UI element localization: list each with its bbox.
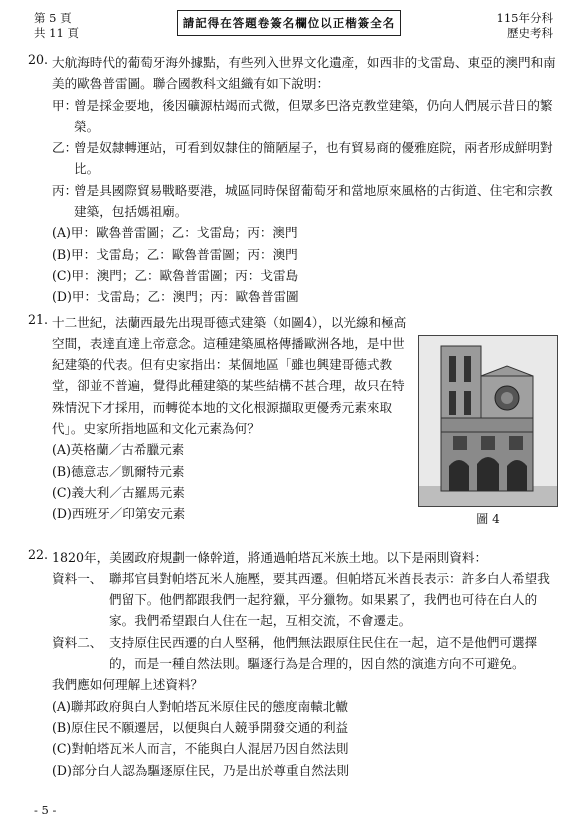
- option-c[interactable]: (C)義大利／古羅馬元素: [52, 484, 185, 500]
- source-1: [52, 568, 558, 632]
- question-21: [28, 312, 558, 525]
- figure-4: [418, 335, 558, 527]
- question-stem: 1820年，美國政府規劃一條幹道，將通過帕塔瓦米族土地。以下是兩則資料：: [52, 549, 488, 565]
- page-info: [34, 11, 79, 41]
- page-header: [0, 8, 583, 42]
- figure-caption: 圖 4: [476, 511, 500, 526]
- signature-notice: 請記得在答題卷簽名欄位以正楷簽全名: [177, 10, 401, 36]
- statement-label: 甲：: [52, 97, 78, 113]
- option-b[interactable]: (B)德意志／凱爾特元素: [52, 463, 185, 479]
- exam-info: [497, 11, 553, 41]
- question-number: 22.: [28, 546, 49, 562]
- option-a[interactable]: (A)甲：歐魯普雷圖；乙：戈雷島；丙：澳門: [52, 225, 298, 241]
- option-d[interactable]: (D)西班牙／印第安元素: [52, 506, 186, 522]
- question-20: [28, 52, 558, 308]
- page-total: 共 11 頁: [34, 26, 79, 40]
- statement-label: 丙：: [52, 182, 78, 198]
- gothic-cathedral-image: [418, 335, 558, 507]
- option-a[interactable]: (A)聯邦政府與白人對帕塔瓦米原住民的態度南轅北轍: [52, 698, 348, 714]
- statement-yi: [52, 137, 558, 180]
- statement-text: 曾是採金要地，後因礦源枯竭而式微，但眾多巴洛克教堂建築，仍向人們展示昔日的繁榮。: [74, 97, 553, 134]
- option-d[interactable]: (D)部分白人認為驅逐原住民，乃是出於尊重自然法則: [52, 762, 349, 778]
- option-b[interactable]: (B)甲：戈雷島；乙：歐魯普雷圖；丙：澳門: [52, 246, 298, 262]
- statement-label: 乙：: [52, 140, 78, 156]
- question-prompt: 我們應如何理解上述資料？: [52, 677, 204, 693]
- source-text: 聯邦官員對帕塔瓦米人施壓，要其西遷。但帕塔瓦米酋長表示：許多白人希望我們留下。他們都跟我們一起狩獵，平分獵物。如果累了，我們也可待在白人的家。我們希望跟白人住在一起，互相交流，不會遷走。: [109, 570, 550, 629]
- option-c[interactable]: (C)甲：澳門；乙：歐魯普雷圖；丙：戈雷島: [52, 267, 299, 283]
- question-number: 20.: [28, 52, 49, 67]
- question-stem-text: 十二世紀，法蘭西最先出現哥德式建築（如圖4），以光線和極高空間，表達直達上帝意念。這種建築風格傳播歐洲各地，是中世紀建築的代表。但有史家指出：某個地區「雖也興建哥德式教堂，卻並不普遍，覺得此種建築的某些結構不甚合理，故只在特殊情況下才採用，而轉從本地的文化根源擷取更優秀元素來取代」。史家所指地區和文化元素為何？: [52, 314, 407, 437]
- statement-jia: [52, 95, 558, 138]
- source-label: 資料二、: [52, 634, 103, 650]
- page-content: [28, 52, 558, 781]
- source-text: 支持原住民西遷的白人堅稱，他們無法跟原住民住在一起，這不是他們可選擇的，而是一種自然法則。驅逐行為是合理的，因自然的演進方向不可避免。: [109, 634, 538, 672]
- option-a[interactable]: (A)英格蘭／古希臘元素: [52, 442, 185, 458]
- option-c[interactable]: (C)對帕塔瓦米人而言，不能與白人混居乃因自然法則: [52, 741, 349, 757]
- source-2: [52, 632, 558, 675]
- question-22: [28, 547, 558, 781]
- option-d[interactable]: (D)甲：戈雷島；乙：澳門；丙：歐魯普雷圖: [52, 289, 299, 305]
- source-label: 資料一、: [52, 570, 103, 586]
- statement-bing: [52, 180, 558, 223]
- statement-text: 曾是具國際貿易戰略要港，城區同時保留葡萄牙和當地原來風格的古街道、住宅和宗教建築，包括媽祖廟。: [74, 182, 553, 220]
- exam-subject: 歷史考科: [507, 26, 553, 40]
- statement-text: 曾是奴隸轉運站，可看到奴隸住的簡陋屋子，也有貿易商的優雅庭院，兩者形成鮮明對比。: [74, 140, 553, 177]
- exam-year: 115年分科: [496, 11, 553, 25]
- option-b[interactable]: (B)原住民不願遷居，以便與白人競爭開發交通的利益: [52, 719, 349, 735]
- page-footer: - 5 -: [34, 803, 57, 817]
- question-number: 21.: [28, 311, 49, 327]
- question-stem: 大航海時代的葡萄牙海外據點，有些列入世界文化遺產，如西非的戈雷島、東亞的澳門和南美的歐魯普雷圖。聯合國教科文組織有如下說明：: [52, 55, 556, 92]
- page-current: 第 5 頁: [34, 11, 72, 25]
